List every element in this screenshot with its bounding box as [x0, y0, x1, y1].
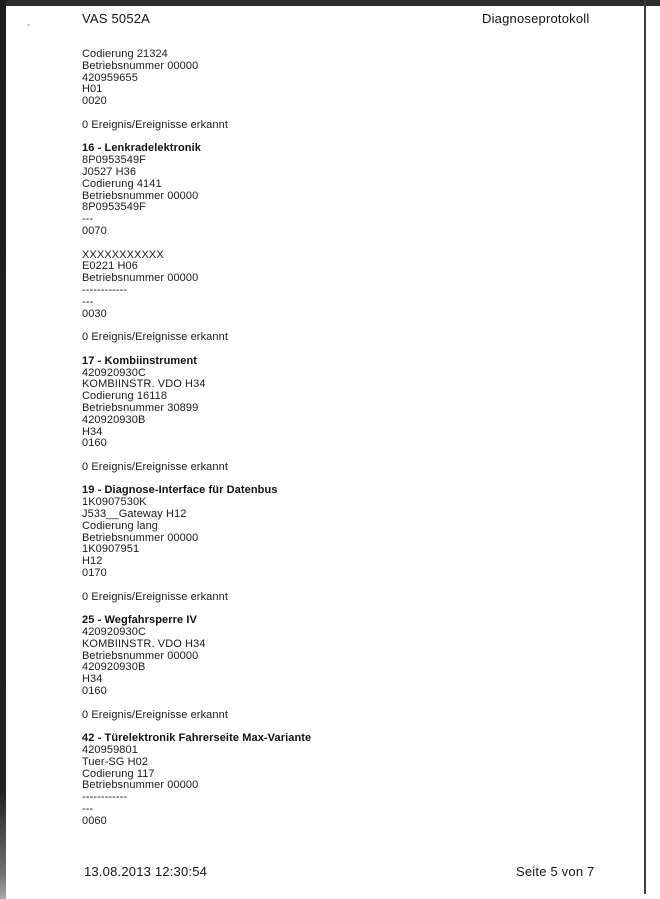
text-line: --- — [82, 803, 94, 815]
scan-edge-left — [0, 0, 6, 899]
text-line: Tuer-SG H02 — [82, 755, 149, 768]
text-line: 420959655 — [82, 71, 138, 84]
section-title: 17 - Kombiinstrument — [82, 354, 198, 367]
text-line: 0060 — [82, 814, 107, 827]
section-title: 16 - Lenkradelektronik — [82, 142, 201, 155]
text-line: 0 Ereignis/Ereignisse erkannt — [82, 331, 228, 344]
text-line: H01 — [82, 83, 103, 96]
text-line: KOMBIINSTR. VDO H34 — [82, 378, 206, 391]
text-line: 420920930C — [82, 366, 147, 379]
timestamp: 13.08.2013 12:30:54 — [84, 864, 208, 879]
text-line: --- — [82, 213, 94, 226]
text-line: 1K0907951 — [82, 543, 140, 556]
text-line: --- — [82, 295, 94, 308]
document-title: Diagnoseprotokoll — [482, 11, 590, 26]
text-line: Betriebsnummer 00000 — [82, 189, 199, 202]
page-number: Seite 5 von 7 — [516, 864, 595, 879]
report-block — [82, 332, 622, 344]
text-line: 420920930B — [82, 661, 146, 674]
section-title: 42 - Türelektronik Fahrerseite Max-Variante — [82, 732, 312, 745]
report-block — [82, 462, 622, 474]
scan-edge-top — [0, 0, 660, 6]
text-line: 0 Ereignis/Ereignisse erkannt — [82, 118, 228, 131]
text-line: 0170 — [82, 567, 107, 580]
text-line: J533__Gateway H12 — [82, 508, 187, 521]
text-line: 8P0953549F — [82, 201, 146, 214]
text-line: 0 Ereignis/Ereignisse erkannt — [82, 708, 228, 721]
report-block — [82, 485, 622, 579]
text-line: XXXXXXXXXXX — [82, 248, 164, 261]
text-line: Codierung 117 — [82, 767, 155, 780]
text-line: 420920930B — [82, 413, 146, 426]
section-title: 19 - Diagnose-Interface für Datenbus — [82, 484, 278, 497]
text-line: ------------ — [82, 283, 128, 296]
text-line: Codierung 21324 — [82, 48, 168, 60]
text-line: Betriebsnummer 00000 — [82, 59, 199, 72]
text-line: 0020 — [82, 95, 107, 108]
report-block — [82, 143, 622, 237]
text-line: J0527 H36 — [82, 165, 137, 178]
device-title: VAS 5052A — [82, 11, 151, 26]
text-line: ------------ — [82, 791, 128, 804]
text-line: H34 — [82, 673, 103, 686]
text-line: H34 — [82, 425, 103, 438]
text-line: Betriebsnummer 00000 — [82, 779, 199, 792]
text-line: Betriebsnummer 00000 — [82, 649, 199, 662]
report-block — [82, 49, 622, 108]
text-line: 0160 — [82, 685, 107, 698]
text-line: 1K0907530K — [82, 496, 147, 509]
report-block — [82, 615, 622, 698]
text-line: 0 Ereignis/Ereignisse erkannt — [82, 590, 228, 603]
text-line: H12 — [82, 555, 103, 568]
text-line: 420920930C — [82, 626, 147, 639]
report-block — [82, 250, 622, 321]
report-block — [82, 710, 622, 722]
text-line: E0221 H06 — [82, 260, 138, 273]
report-block — [82, 120, 622, 132]
text-line: Betriebsnummer 00000 — [82, 272, 199, 285]
document-body — [82, 49, 622, 839]
scan-edge-right — [644, 0, 646, 894]
text-line: Codierung 4141 — [82, 177, 162, 190]
scan-speck — [27, 24, 30, 26]
text-line: Betriebsnummer 00000 — [82, 531, 199, 544]
text-line: 0070 — [82, 224, 107, 237]
report-block — [82, 592, 622, 604]
text-line: Codierung 16118 — [82, 390, 168, 403]
text-line: 0 Ereignis/Ereignisse erkannt — [82, 460, 228, 473]
section-title: 25 - Wegfahrsperre IV — [82, 614, 197, 627]
text-line: 8P0953549F — [82, 154, 146, 167]
text-line: 420959801 — [82, 744, 138, 757]
report-block — [82, 733, 622, 827]
text-line: KOMBIINSTR. VDO H34 — [82, 637, 206, 650]
text-line: 0030 — [82, 307, 107, 320]
text-line: 0160 — [82, 437, 107, 450]
text-line: Codierung lang — [82, 519, 159, 532]
text-line: Betriebsnummer 30899 — [82, 401, 199, 414]
report-block — [82, 356, 622, 450]
